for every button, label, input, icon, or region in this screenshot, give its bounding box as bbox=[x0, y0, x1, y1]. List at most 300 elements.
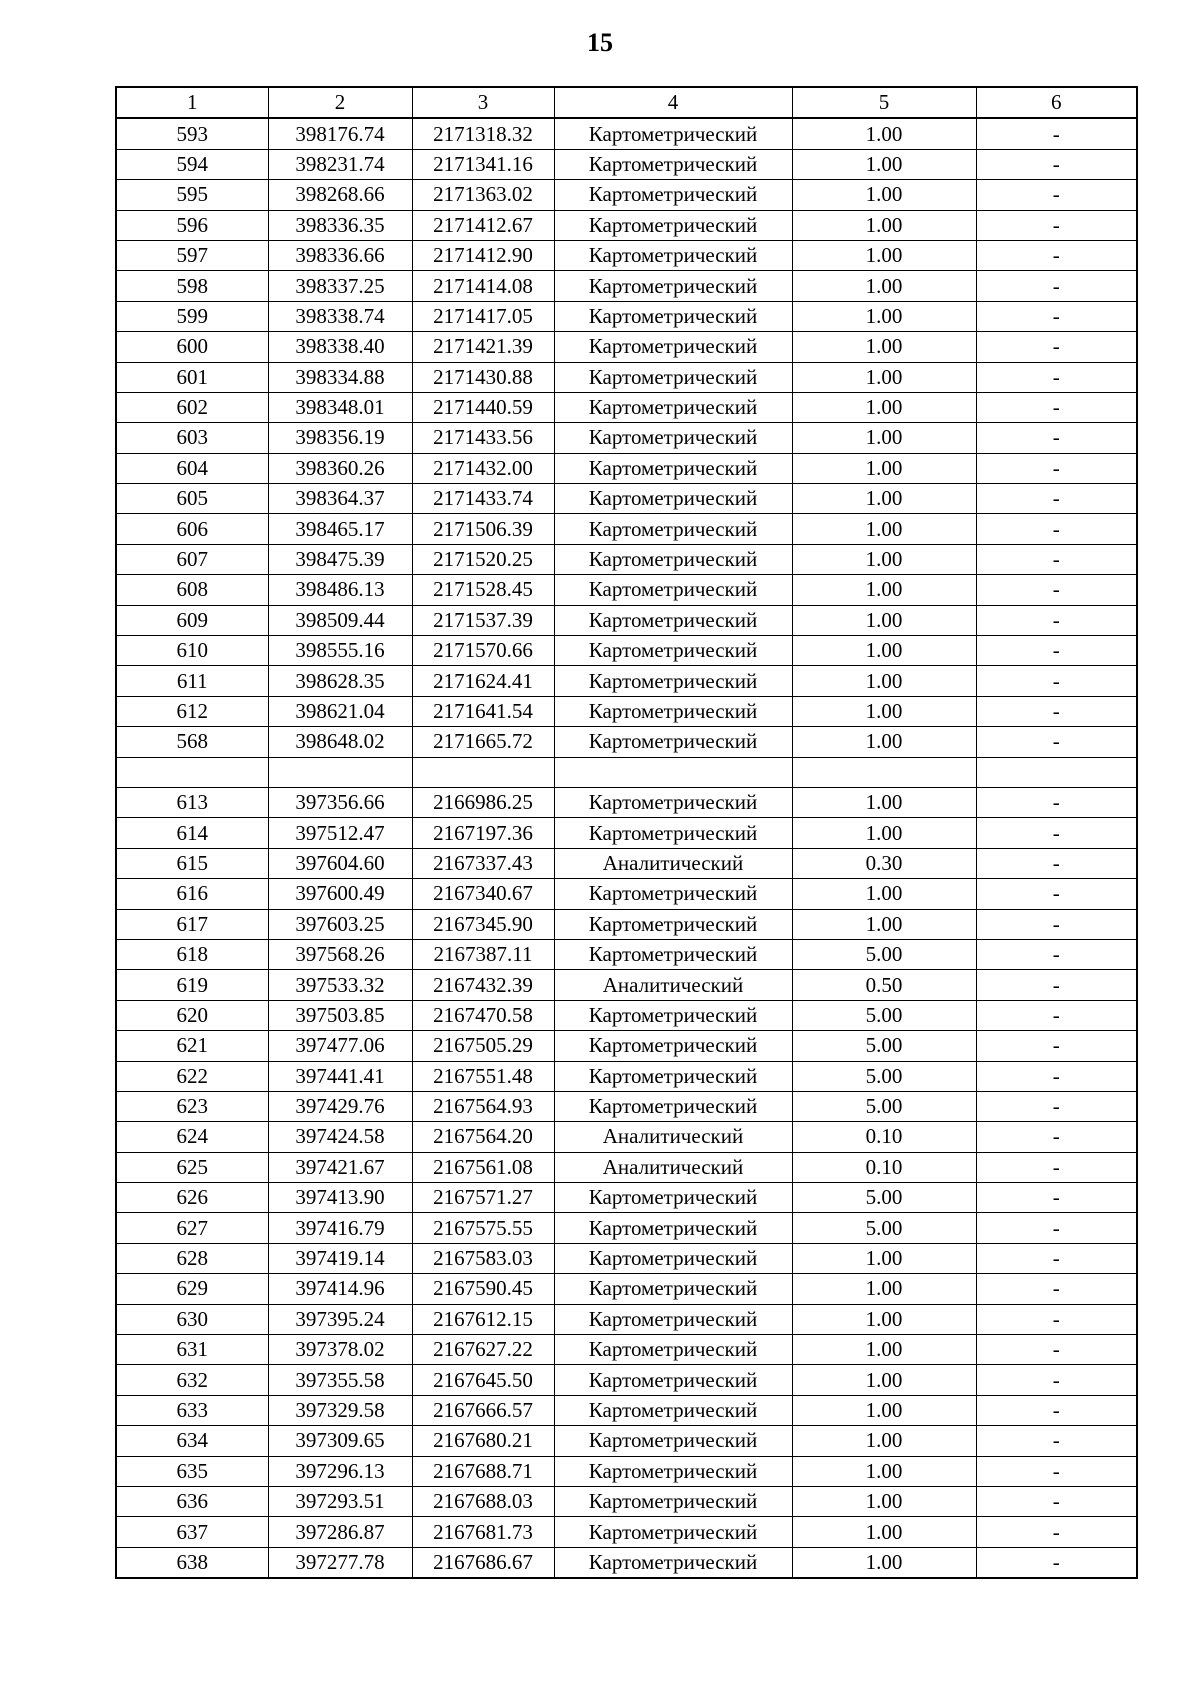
table-cell: 637 bbox=[116, 1517, 268, 1547]
table-row bbox=[116, 1183, 1137, 1213]
table-cell: 2171570.66 bbox=[412, 636, 554, 666]
table-cell: - bbox=[976, 818, 1137, 848]
table-row bbox=[116, 1061, 1137, 1091]
table-row bbox=[116, 392, 1137, 422]
table-row bbox=[116, 1547, 1137, 1578]
table-cell: 5.00 bbox=[792, 1061, 976, 1091]
table-cell: 1.00 bbox=[792, 666, 976, 696]
table-cell: Картометрический bbox=[554, 453, 792, 483]
table-cell: 0.30 bbox=[792, 848, 976, 878]
table-cell: Картометрический bbox=[554, 1426, 792, 1456]
table-cell: - bbox=[976, 879, 1137, 909]
table-cell: 2171433.74 bbox=[412, 484, 554, 514]
table-cell: 2167340.67 bbox=[412, 879, 554, 909]
table-cell: Картометрический bbox=[554, 879, 792, 909]
table-cell: Картометрический bbox=[554, 636, 792, 666]
table-cell: 2167505.29 bbox=[412, 1031, 554, 1061]
table-cell: Картометрический bbox=[554, 118, 792, 149]
table-row bbox=[116, 666, 1137, 696]
table-cell: 5.00 bbox=[792, 1031, 976, 1061]
table-cell: 601 bbox=[116, 362, 268, 392]
table-row bbox=[116, 180, 1137, 210]
table-cell: - bbox=[976, 970, 1137, 1000]
table-row bbox=[116, 453, 1137, 483]
table-cell: 595 bbox=[116, 180, 268, 210]
table-cell: 1.00 bbox=[792, 605, 976, 635]
table-cell: - bbox=[976, 332, 1137, 362]
table-cell: 398338.40 bbox=[268, 332, 412, 362]
table-cell: 5.00 bbox=[792, 1000, 976, 1030]
table-row bbox=[116, 423, 1137, 453]
table-cell: Картометрический bbox=[554, 392, 792, 422]
table-cell: - bbox=[976, 1456, 1137, 1486]
table-cell: 2171412.90 bbox=[412, 240, 554, 270]
table-row bbox=[116, 1091, 1137, 1121]
table-cell: - bbox=[976, 1335, 1137, 1365]
table-cell: 634 bbox=[116, 1426, 268, 1456]
table-cell: 2171414.08 bbox=[412, 271, 554, 301]
table-row bbox=[116, 1152, 1137, 1182]
table-cell: 397604.60 bbox=[268, 848, 412, 878]
table-cell: 2167627.22 bbox=[412, 1335, 554, 1365]
table-cell: 0.10 bbox=[792, 1122, 976, 1152]
table-cell: Картометрический bbox=[554, 1304, 792, 1334]
table-cell: Картометрический bbox=[554, 544, 792, 574]
page-number: 15 bbox=[587, 28, 613, 57]
table-cell: 2171440.59 bbox=[412, 392, 554, 422]
table-header bbox=[116, 87, 1137, 118]
table-cell: Картометрический bbox=[554, 666, 792, 696]
table-cell: 398336.35 bbox=[268, 210, 412, 240]
table-cell: Аналитический bbox=[554, 1152, 792, 1182]
table-cell: 1.00 bbox=[792, 1335, 976, 1365]
table-cell: 2167551.48 bbox=[412, 1061, 554, 1091]
table-cell: Картометрический bbox=[554, 1243, 792, 1273]
table-cell: Картометрический bbox=[554, 362, 792, 392]
table-cell: Картометрический bbox=[554, 939, 792, 969]
table-row bbox=[116, 787, 1137, 817]
table-cell: Картометрический bbox=[554, 1395, 792, 1425]
table-cell: 1.00 bbox=[792, 1547, 976, 1578]
table-cell: 2171506.39 bbox=[412, 514, 554, 544]
table-cell: 2171624.41 bbox=[412, 666, 554, 696]
table-cell: Картометрический bbox=[554, 423, 792, 453]
table-cell: - bbox=[976, 1365, 1137, 1395]
table-cell: 1.00 bbox=[792, 1274, 976, 1304]
table-cell: 593 bbox=[116, 118, 268, 149]
table-cell: 397533.32 bbox=[268, 970, 412, 1000]
table-cell: 397512.47 bbox=[268, 818, 412, 848]
table-cell: 2171341.16 bbox=[412, 149, 554, 179]
table-cell: 2171318.32 bbox=[412, 118, 554, 149]
table-cell: 2167197.36 bbox=[412, 818, 554, 848]
table-cell: 397568.26 bbox=[268, 939, 412, 969]
header-cell: 4 bbox=[554, 87, 792, 118]
table-cell: Картометрический bbox=[554, 1486, 792, 1516]
table-cell: 636 bbox=[116, 1486, 268, 1516]
table-cell: Картометрический bbox=[554, 180, 792, 210]
header-cell: 6 bbox=[976, 87, 1137, 118]
table-cell: Картометрический bbox=[554, 605, 792, 635]
table-cell: 2167680.21 bbox=[412, 1426, 554, 1456]
table-row bbox=[116, 118, 1137, 149]
table-cell: 629 bbox=[116, 1274, 268, 1304]
table-cell: - bbox=[976, 1061, 1137, 1091]
table-cell: 602 bbox=[116, 392, 268, 422]
table-cell: 1.00 bbox=[792, 1365, 976, 1395]
table-cell bbox=[412, 757, 554, 787]
table-cell: 612 bbox=[116, 696, 268, 726]
table-cell: 397421.67 bbox=[268, 1152, 412, 1182]
table-cell: 1.00 bbox=[792, 362, 976, 392]
table-cell: Картометрический bbox=[554, 575, 792, 605]
table-cell: 2171665.72 bbox=[412, 727, 554, 757]
table-cell: 398555.16 bbox=[268, 636, 412, 666]
table-cell: - bbox=[976, 271, 1137, 301]
table-cell: 397429.76 bbox=[268, 1091, 412, 1121]
table-cell: 397477.06 bbox=[268, 1031, 412, 1061]
header-cell: 2 bbox=[268, 87, 412, 118]
table-cell: 1.00 bbox=[792, 575, 976, 605]
table-cell: - bbox=[976, 1547, 1137, 1578]
table-row bbox=[116, 727, 1137, 757]
table-row bbox=[116, 1274, 1137, 1304]
table-row bbox=[116, 1426, 1137, 1456]
table-row bbox=[116, 271, 1137, 301]
table-row bbox=[116, 332, 1137, 362]
table-cell: - bbox=[976, 727, 1137, 757]
table-cell: Картометрический bbox=[554, 1183, 792, 1213]
table-cell: - bbox=[976, 514, 1137, 544]
table-cell: Картометрический bbox=[554, 696, 792, 726]
table-cell: Картометрический bbox=[554, 514, 792, 544]
table-cell: - bbox=[976, 149, 1137, 179]
table-cell: 618 bbox=[116, 939, 268, 969]
table-cell: 1.00 bbox=[792, 818, 976, 848]
table-cell: - bbox=[976, 696, 1137, 726]
table-cell: 5.00 bbox=[792, 1213, 976, 1243]
table-cell: 397414.96 bbox=[268, 1274, 412, 1304]
table-cell: 628 bbox=[116, 1243, 268, 1273]
table-cell: - bbox=[976, 1122, 1137, 1152]
table-cell: 1.00 bbox=[792, 240, 976, 270]
table-cell: 398231.74 bbox=[268, 149, 412, 179]
table-row bbox=[116, 757, 1137, 787]
table-row bbox=[116, 1304, 1137, 1334]
table-cell: 398337.25 bbox=[268, 271, 412, 301]
table-cell: 398338.74 bbox=[268, 301, 412, 331]
table-cell: 397441.41 bbox=[268, 1061, 412, 1091]
table-cell: 1.00 bbox=[792, 210, 976, 240]
table-cell: 398486.13 bbox=[268, 575, 412, 605]
table-cell: 397416.79 bbox=[268, 1213, 412, 1243]
table-cell: - bbox=[976, 180, 1137, 210]
table-cell: 607 bbox=[116, 544, 268, 574]
table-cell: 398336.66 bbox=[268, 240, 412, 270]
table-row bbox=[116, 1031, 1137, 1061]
table-cell: - bbox=[976, 392, 1137, 422]
table-cell: 2167688.71 bbox=[412, 1456, 554, 1486]
table-cell: Картометрический bbox=[554, 240, 792, 270]
table-cell: 1.00 bbox=[792, 332, 976, 362]
table-cell: 603 bbox=[116, 423, 268, 453]
table-cell: 626 bbox=[116, 1183, 268, 1213]
table-row bbox=[116, 1456, 1137, 1486]
table-cell: Картометрический bbox=[554, 787, 792, 817]
table-cell: 5.00 bbox=[792, 1091, 976, 1121]
table-cell: - bbox=[976, 453, 1137, 483]
table-cell: 2167470.58 bbox=[412, 1000, 554, 1030]
table-cell: 2171421.39 bbox=[412, 332, 554, 362]
table-cell: Картометрический bbox=[554, 909, 792, 939]
table-cell: 1.00 bbox=[792, 727, 976, 757]
table-cell: Картометрический bbox=[554, 332, 792, 362]
table-cell: 597 bbox=[116, 240, 268, 270]
table-cell: 397503.85 bbox=[268, 1000, 412, 1030]
table-cell: 627 bbox=[116, 1213, 268, 1243]
table-cell: 2167612.15 bbox=[412, 1304, 554, 1334]
table-cell: 5.00 bbox=[792, 939, 976, 969]
table-cell: Картометрический bbox=[554, 818, 792, 848]
table-cell: Картометрический bbox=[554, 1547, 792, 1578]
table-cell: 397603.25 bbox=[268, 909, 412, 939]
table-cell: 398356.19 bbox=[268, 423, 412, 453]
table-cell: Аналитический bbox=[554, 970, 792, 1000]
table-cell: 600 bbox=[116, 332, 268, 362]
table-cell: 0.50 bbox=[792, 970, 976, 1000]
table-cell: 397355.58 bbox=[268, 1365, 412, 1395]
table-cell: Картометрический bbox=[554, 727, 792, 757]
table-cell: 398509.44 bbox=[268, 605, 412, 635]
table-cell bbox=[116, 757, 268, 787]
table-cell: Картометрический bbox=[554, 301, 792, 331]
table-row bbox=[116, 636, 1137, 666]
table-cell: Картометрический bbox=[554, 271, 792, 301]
table-cell: 568 bbox=[116, 727, 268, 757]
table-cell: 1.00 bbox=[792, 1486, 976, 1516]
table-cell: 1.00 bbox=[792, 636, 976, 666]
table-cell: 596 bbox=[116, 210, 268, 240]
table-cell: 609 bbox=[116, 605, 268, 635]
table-cell: 2171412.67 bbox=[412, 210, 554, 240]
table-cell: Картометрический bbox=[554, 1213, 792, 1243]
table-cell: - bbox=[976, 1304, 1137, 1334]
table-cell: 638 bbox=[116, 1547, 268, 1578]
table-cell: 2167387.11 bbox=[412, 939, 554, 969]
table-cell: 2171537.39 bbox=[412, 605, 554, 635]
table-row bbox=[116, 1365, 1137, 1395]
table-row bbox=[116, 575, 1137, 605]
table-cell: - bbox=[976, 1517, 1137, 1547]
header-cell: 3 bbox=[412, 87, 554, 118]
table-row bbox=[116, 544, 1137, 574]
table-cell: - bbox=[976, 1213, 1137, 1243]
table-cell: - bbox=[976, 1426, 1137, 1456]
table-cell: 398360.26 bbox=[268, 453, 412, 483]
table-cell: Картометрический bbox=[554, 1274, 792, 1304]
table-cell: 398176.74 bbox=[268, 118, 412, 149]
table-cell: 1.00 bbox=[792, 484, 976, 514]
table-row bbox=[116, 1486, 1137, 1516]
table-cell: 1.00 bbox=[792, 1243, 976, 1273]
table-cell: 2167561.08 bbox=[412, 1152, 554, 1182]
table-cell: - bbox=[976, 1274, 1137, 1304]
table-cell: - bbox=[976, 1395, 1137, 1425]
table-cell: 594 bbox=[116, 149, 268, 179]
table-cell: - bbox=[976, 909, 1137, 939]
table-cell: 614 bbox=[116, 818, 268, 848]
table-cell: 2171641.54 bbox=[412, 696, 554, 726]
table-cell: 1.00 bbox=[792, 301, 976, 331]
table-row bbox=[116, 484, 1137, 514]
table-cell: - bbox=[976, 848, 1137, 878]
table-cell: 397293.51 bbox=[268, 1486, 412, 1516]
table-cell: Картометрический bbox=[554, 210, 792, 240]
table-cell bbox=[976, 757, 1137, 787]
table-row bbox=[116, 970, 1137, 1000]
table-cell: 2171363.02 bbox=[412, 180, 554, 210]
table-cell: - bbox=[976, 1486, 1137, 1516]
table-cell: 2167686.67 bbox=[412, 1547, 554, 1578]
table-cell: 2167666.57 bbox=[412, 1395, 554, 1425]
table-row bbox=[116, 1395, 1137, 1425]
table-cell: - bbox=[976, 1091, 1137, 1121]
header-cell: 1 bbox=[116, 87, 268, 118]
table-cell: 397413.90 bbox=[268, 1183, 412, 1213]
table-cell: - bbox=[976, 544, 1137, 574]
table-cell: 605 bbox=[116, 484, 268, 514]
table-cell: 1.00 bbox=[792, 1395, 976, 1425]
table-cell: - bbox=[976, 423, 1137, 453]
table-cell: 633 bbox=[116, 1395, 268, 1425]
table-cell: 1.00 bbox=[792, 1426, 976, 1456]
table-cell: - bbox=[976, 484, 1137, 514]
table-cell: - bbox=[976, 118, 1137, 149]
table-body bbox=[116, 118, 1137, 1578]
table-cell: 397329.58 bbox=[268, 1395, 412, 1425]
table-row bbox=[116, 210, 1137, 240]
coordinates-table bbox=[115, 86, 1138, 1579]
table-cell: - bbox=[976, 210, 1137, 240]
table-row bbox=[116, 1243, 1137, 1273]
table-cell: Картометрический bbox=[554, 149, 792, 179]
table-cell: 1.00 bbox=[792, 118, 976, 149]
table-cell: - bbox=[976, 1243, 1137, 1273]
table-cell: - bbox=[976, 1031, 1137, 1061]
table-cell: 397378.02 bbox=[268, 1335, 412, 1365]
table-row bbox=[116, 696, 1137, 726]
table-cell: Картометрический bbox=[554, 1335, 792, 1365]
table-cell: 397424.58 bbox=[268, 1122, 412, 1152]
table-cell: 1.00 bbox=[792, 392, 976, 422]
table-cell: 623 bbox=[116, 1091, 268, 1121]
table-cell: 2167645.50 bbox=[412, 1365, 554, 1395]
table-cell: 2171430.88 bbox=[412, 362, 554, 392]
table-cell: 398621.04 bbox=[268, 696, 412, 726]
table-cell: 397395.24 bbox=[268, 1304, 412, 1334]
table-cell: - bbox=[976, 1183, 1137, 1213]
table-cell: 613 bbox=[116, 787, 268, 817]
table-cell: 1.00 bbox=[792, 453, 976, 483]
table-cell: 2171520.25 bbox=[412, 544, 554, 574]
table-cell: - bbox=[976, 1000, 1137, 1030]
table-cell: 2171432.00 bbox=[412, 453, 554, 483]
table-cell: 1.00 bbox=[792, 787, 976, 817]
table-cell: 398334.88 bbox=[268, 362, 412, 392]
table-cell: 1.00 bbox=[792, 1304, 976, 1334]
table-cell: 615 bbox=[116, 848, 268, 878]
table-cell: 2167571.27 bbox=[412, 1183, 554, 1213]
table-cell: 2167688.03 bbox=[412, 1486, 554, 1516]
table-cell: - bbox=[976, 939, 1137, 969]
table-cell: 616 bbox=[116, 879, 268, 909]
table-cell: 1.00 bbox=[792, 879, 976, 909]
table-cell: 397309.65 bbox=[268, 1426, 412, 1456]
table-cell: 2167583.03 bbox=[412, 1243, 554, 1273]
table-cell: 1.00 bbox=[792, 696, 976, 726]
table-cell: 599 bbox=[116, 301, 268, 331]
table-cell: 2167564.93 bbox=[412, 1091, 554, 1121]
header-cell: 5 bbox=[792, 87, 976, 118]
table-cell: Картометрический bbox=[554, 1091, 792, 1121]
table-row bbox=[116, 879, 1137, 909]
header-row bbox=[116, 87, 1137, 118]
table-cell: 0.10 bbox=[792, 1152, 976, 1182]
table-cell: - bbox=[976, 605, 1137, 635]
table-cell: 398465.17 bbox=[268, 514, 412, 544]
table-cell: 398475.39 bbox=[268, 544, 412, 574]
table-cell: Картометрический bbox=[554, 1365, 792, 1395]
table-row bbox=[116, 1122, 1137, 1152]
table-cell: 1.00 bbox=[792, 423, 976, 453]
table-cell: - bbox=[976, 1152, 1137, 1182]
table-cell: 398364.37 bbox=[268, 484, 412, 514]
table-cell: 631 bbox=[116, 1335, 268, 1365]
table-cell: 598 bbox=[116, 271, 268, 301]
table-cell: - bbox=[976, 666, 1137, 696]
table-cell: Картометрический bbox=[554, 1031, 792, 1061]
table-cell: 1.00 bbox=[792, 149, 976, 179]
table-cell: 617 bbox=[116, 909, 268, 939]
table-cell: 608 bbox=[116, 575, 268, 605]
table-cell: 625 bbox=[116, 1152, 268, 1182]
table-cell: 1.00 bbox=[792, 544, 976, 574]
table-cell: 2167345.90 bbox=[412, 909, 554, 939]
table-cell: Картометрический bbox=[554, 484, 792, 514]
table-cell: 398348.01 bbox=[268, 392, 412, 422]
table-cell: 610 bbox=[116, 636, 268, 666]
table-row bbox=[116, 1335, 1137, 1365]
table-cell bbox=[554, 757, 792, 787]
table-cell: - bbox=[976, 636, 1137, 666]
table-cell: 398628.35 bbox=[268, 666, 412, 696]
table-cell: - bbox=[976, 575, 1137, 605]
table-cell: 630 bbox=[116, 1304, 268, 1334]
table-cell: 2167432.39 bbox=[412, 970, 554, 1000]
table-cell: 622 bbox=[116, 1061, 268, 1091]
table-cell: 397277.78 bbox=[268, 1547, 412, 1578]
table-cell: 397296.13 bbox=[268, 1456, 412, 1486]
table-cell: 1.00 bbox=[792, 271, 976, 301]
table-cell bbox=[792, 757, 976, 787]
table-cell: 619 bbox=[116, 970, 268, 1000]
table-cell: 2166986.25 bbox=[412, 787, 554, 817]
table-cell: 624 bbox=[116, 1122, 268, 1152]
table-cell: Аналитический bbox=[554, 1122, 792, 1152]
table-cell: 2171433.56 bbox=[412, 423, 554, 453]
table-cell: 2167590.45 bbox=[412, 1274, 554, 1304]
table-row bbox=[116, 149, 1137, 179]
